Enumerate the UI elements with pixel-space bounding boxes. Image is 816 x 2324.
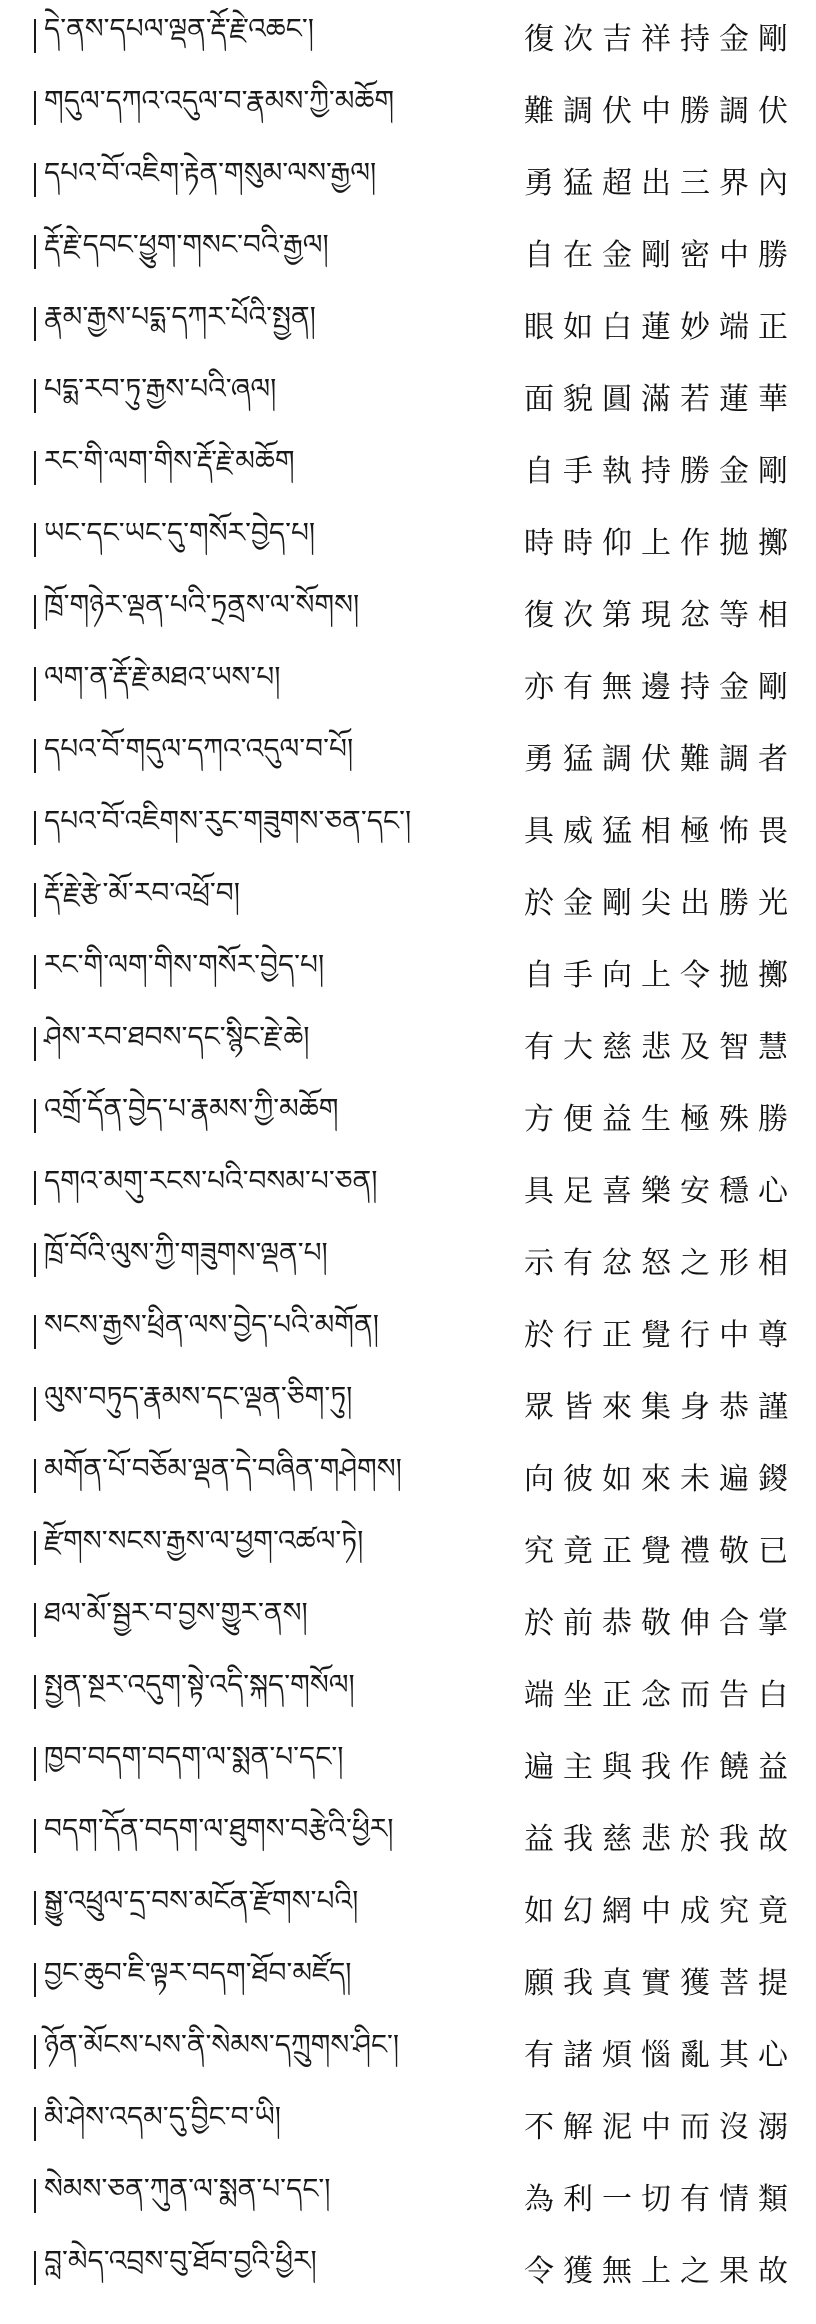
tibetan-verse-line: [34, 1736, 504, 1792]
shad-marker: [34, 91, 36, 125]
shad-marker: [34, 883, 36, 917]
tibetan-verse-line: [34, 2024, 504, 2080]
tibetan-verse-line: [34, 944, 504, 1000]
chinese-verse-line: 時時仰上作拋擲: [524, 526, 797, 561]
tibetan-verse-line: [34, 2168, 504, 2224]
verse-row: [0, 576, 816, 648]
shad-marker: [34, 451, 36, 485]
chinese-verse-line: 有大慈悲及智慧: [524, 1030, 797, 1065]
tibetan-verse-text: ཡང་དང་ཡང་དུ་གསོར་བྱེད་པ།: [44, 515, 316, 549]
tibetan-verse-text: དཔའ་བོ་འཇིག་རྟེན་གསུམ་ལས་རྒྱལ།: [44, 155, 377, 189]
verse-row: [0, 1152, 816, 1224]
verse-row: [0, 360, 816, 432]
tibetan-verse-line: [34, 1304, 504, 1360]
tibetan-verse-line: [34, 440, 504, 496]
shad-marker: [34, 1819, 36, 1853]
shad-marker: [34, 811, 36, 845]
tibetan-verse-text: བདག་དོན་བདག་ལ་ཐུགས་བརྩེའི་ཕྱིར།: [44, 1811, 394, 1845]
tibetan-verse-line: [34, 656, 504, 712]
chinese-verse-line: 不解泥中而沒溺: [524, 2110, 797, 2145]
verse-row: [0, 504, 816, 576]
tibetan-verse-text: འགྲོ་དོན་བྱེད་པ་རྣམས་ཀྱི་མཆོག: [44, 1091, 339, 1125]
chinese-verse-line: 具足喜樂安穩心: [524, 1174, 797, 1209]
shad-marker: [34, 1963, 36, 1997]
chinese-verse-line: 願我真實獲菩提: [524, 1966, 797, 2001]
verse-row: [0, 72, 816, 144]
verse-row: [0, 1584, 816, 1656]
shad-marker: [34, 523, 36, 557]
tibetan-verse-text: དཔའ་བོ་འཇིགས་རུང་གཟུགས་ཅན་དང་།: [44, 803, 412, 837]
chinese-verse-line: 示有忿怒之形相: [524, 1246, 797, 1281]
tibetan-verse-text: མགོན་པོ་བཅོམ་ལྡན་དེ་བཞིན་གཤེགས།: [44, 1451, 402, 1485]
chinese-verse-line: 眾皆來集身恭謹: [524, 1390, 797, 1425]
tibetan-verse-text: རྡོ་རྗེ་རྩེ་མོ་རབ་འཕྲོ་བ།: [44, 875, 240, 909]
tibetan-verse-text: དེ་ནས་དཔལ་ལྡན་རྡོ་རྗེ་འཆང་།: [44, 11, 314, 45]
verse-row: [0, 936, 816, 1008]
tibetan-verse-line: [34, 872, 504, 928]
tibetan-verse-text: དགའ་མགུ་རངས་པའི་བསམ་པ་ཅན།: [44, 1163, 378, 1197]
shad-marker: [34, 1315, 36, 1349]
verse-row: [0, 1800, 816, 1872]
tibetan-verse-line: [34, 296, 504, 352]
tibetan-verse-line: [34, 1160, 504, 1216]
tibetan-verse-text: སྒྱུ་འཕྲུལ་དྲ་བས་མངོན་རྫོགས་པའི།: [44, 1883, 359, 1917]
verse-row: [0, 288, 816, 360]
shad-marker: [34, 1027, 36, 1061]
tibetan-verse-line: [34, 80, 504, 136]
shad-marker: [34, 595, 36, 629]
tibetan-verse-line: [34, 1880, 504, 1936]
shad-marker: [34, 235, 36, 269]
shad-marker: [34, 1387, 36, 1421]
shad-marker: [34, 379, 36, 413]
shad-marker: [34, 2179, 36, 2213]
chinese-verse-line: 於金剛尖出勝光: [524, 886, 797, 921]
chinese-verse-line: 自手執持勝金剛: [524, 454, 797, 489]
chinese-verse-line: 自手向上令拋擲: [524, 958, 797, 993]
shad-marker: [34, 1531, 36, 1565]
tibetan-verse-line: [34, 1448, 504, 1504]
verse-row: [0, 1296, 816, 1368]
verse-row: [0, 1728, 816, 1800]
tibetan-verse-line: [34, 2240, 504, 2296]
verse-row: [0, 648, 816, 720]
verse-row: [0, 1368, 816, 1440]
chinese-verse-line: 如幻網中成究竟: [524, 1894, 797, 1929]
tibetan-verse-line: [34, 1088, 504, 1144]
verse-row: [0, 2160, 816, 2232]
shad-marker: [34, 1675, 36, 1709]
shad-marker: [34, 2035, 36, 2069]
chinese-verse-line: 勇猛調伏難調者: [524, 742, 797, 777]
tibetan-verse-line: [34, 1952, 504, 2008]
verse-row: [0, 1944, 816, 2016]
verse-row: [0, 1656, 816, 1728]
tibetan-verse-line: [34, 1808, 504, 1864]
shad-marker: [34, 955, 36, 989]
tibetan-verse-text: གདུལ་དཀའ་འདུལ་བ་རྣམས་ཀྱི་མཆོག: [44, 83, 395, 117]
verse-row: [0, 792, 816, 864]
tibetan-verse-text: ཁྲོ་བོའི་ལུས་ཀྱི་གཟུགས་ལྡན་པ།: [44, 1235, 328, 1269]
shad-marker: [34, 1099, 36, 1133]
tibetan-verse-line: [34, 152, 504, 208]
shad-marker: [34, 19, 36, 53]
tibetan-verse-line: [34, 584, 504, 640]
chinese-verse-line: 眼如白蓮妙端正: [524, 310, 797, 345]
chinese-verse-line: 自在金剛密中勝: [524, 238, 797, 273]
tibetan-verse-line: [34, 728, 504, 784]
chinese-verse-line: 於行正覺行中尊: [524, 1318, 797, 1353]
tibetan-verse-line: [34, 1592, 504, 1648]
verse-row: [0, 216, 816, 288]
shad-marker: [34, 739, 36, 773]
verse-row: [0, 2016, 816, 2088]
chinese-verse-line: 究竟正覺禮敬已: [524, 1534, 797, 1569]
verse-row: [0, 2232, 816, 2304]
tibetan-verse-line: [34, 512, 504, 568]
tibetan-verse-text: རྫོགས་སངས་རྒྱས་ལ་ཕྱག་འཚལ་ཏེ།: [44, 1523, 364, 1557]
chinese-verse-line: 為利一切有情類: [524, 2182, 797, 2217]
tibetan-verse-text: སངས་རྒྱས་ཕྲིན་ལས་བྱེད་པའི་མགོན།: [44, 1307, 379, 1341]
shad-marker: [34, 163, 36, 197]
shad-marker: [34, 1243, 36, 1277]
shad-marker: [34, 667, 36, 701]
tibetan-verse-line: [34, 224, 504, 280]
chinese-verse-line: 向彼如來未遍鍐: [524, 1462, 797, 1497]
verse-row: [0, 0, 816, 72]
chinese-verse-line: 令獲無上之果故: [524, 2254, 797, 2289]
verse-row: [0, 864, 816, 936]
tibetan-verse-text: རྣམ་རྒྱས་པདྨ་དཀར་པོའི་སྤྱན།: [44, 299, 316, 333]
chinese-verse-line: 益我慈悲於我故: [524, 1822, 797, 1857]
verse-row: [0, 1080, 816, 1152]
tibetan-verse-text: རང་གི་ལག་གིས་རྡོ་རྗེ་མཆོག: [44, 443, 295, 477]
tibetan-verse-text: ཁྱབ་བདག་བདག་ལ་སྨན་པ་དང་།: [44, 1739, 344, 1773]
tibetan-verse-line: [34, 1520, 504, 1576]
tibetan-verse-text: ཐལ་མོ་སྦྱར་བ་བྱས་གྱུར་ནས།: [44, 1595, 308, 1629]
shad-marker: [34, 1603, 36, 1637]
verse-row: [0, 144, 816, 216]
verse-row: [0, 2088, 816, 2160]
shad-marker: [34, 1891, 36, 1925]
verse-row: [0, 1440, 816, 1512]
tibetan-verse-line: [34, 2096, 504, 2152]
verse-row: [0, 1224, 816, 1296]
chinese-verse-line: 有諸煩惱亂其心: [524, 2038, 797, 2073]
chinese-verse-line: 方便益生極殊勝: [524, 1102, 797, 1137]
tibetan-verse-text: པདྨ་རབ་ཏུ་རྒྱས་པའི་ཞལ།: [44, 371, 277, 405]
tibetan-verse-text: ཤེས་རབ་ཐབས་དང་སྙིང་རྗེ་ཆེ།: [44, 1019, 310, 1053]
tibetan-verse-text: བྱང་ཆུབ་ཇི་ལྟར་བདག་ཐོབ་མཛོད།: [44, 1955, 352, 1989]
tibetan-verse-text: དཔའ་བོ་གདུལ་དཀའ་འདུལ་བ་པོ།: [44, 731, 354, 765]
tibetan-verse-line: [34, 8, 504, 64]
chinese-verse-line: 復次吉祥持金剛: [524, 22, 797, 57]
tibetan-verse-line: [34, 368, 504, 424]
chinese-verse-line: 遍主與我作饒益: [524, 1750, 797, 1785]
chinese-verse-line: 面貌圓滿若蓮華: [524, 382, 797, 417]
tibetan-verse-text: རང་གི་ལག་གིས་གསོར་བྱེད་པ།: [44, 947, 325, 981]
tibetan-verse-text: ལུས་བཏུད་རྣམས་དང་ལྡན་ཅིག་ཏུ།: [44, 1379, 353, 1413]
tibetan-verse-line: [34, 1376, 504, 1432]
tibetan-verse-text: རྡོ་རྗེ་དབང་ཕྱུག་གསང་བའི་རྒྱལ།: [44, 227, 329, 261]
tibetan-verse-text: ཉོན་མོངས་པས་ནི་སེམས་དཀྲུགས་ཤིང་།: [44, 2027, 400, 2061]
shad-marker: [34, 2251, 36, 2285]
tibetan-verse-text: སྤྱན་སྔར་འདུག་སྟེ་འདི་སྐད་གསོལ།: [44, 1667, 355, 1701]
verse-row: [0, 720, 816, 792]
tibetan-verse-text: སེམས་ཅན་ཀུན་ལ་སྨན་པ་དང་།: [44, 2171, 331, 2205]
verse-row: [0, 1008, 816, 1080]
shad-marker: [34, 1459, 36, 1493]
chinese-verse-line: 勇猛超出三界內: [524, 166, 797, 201]
verse-row: [0, 1872, 816, 1944]
chinese-verse-line: 於前恭敬伸合掌: [524, 1606, 797, 1641]
verse-row: [0, 1512, 816, 1584]
tibetan-verse-line: [34, 1232, 504, 1288]
tibetan-verse-line: [34, 800, 504, 856]
chinese-verse-line: 亦有無邊持金剛: [524, 670, 797, 705]
chinese-verse-line: 難調伏中勝調伏: [524, 94, 797, 129]
tibetan-verse-text: ཁྲོ་གཉེར་ལྡན་པའི་ཏྲནྲས་ལ་སོགས།: [44, 587, 360, 621]
shad-marker: [34, 307, 36, 341]
shad-marker: [34, 1171, 36, 1205]
shad-marker: [34, 2107, 36, 2141]
tibetan-verse-text: མི་ཤེས་འདམ་དུ་བྱིང་བ་ཡི།: [44, 2099, 282, 2133]
shad-marker: [34, 1747, 36, 1781]
chinese-verse-line: 端坐正念而告白: [524, 1678, 797, 1713]
tibetan-verse-line: [34, 1016, 504, 1072]
tibetan-verse-text: ལག་ན་རྡོ་རྗེ་མཐའ་ཡས་པ།: [44, 659, 281, 693]
verse-row: [0, 432, 816, 504]
chinese-verse-line: 具威猛相極怖畏: [524, 814, 797, 849]
chinese-verse-line: 復次第現忿等相: [524, 598, 797, 633]
tibetan-verse-line: [34, 1664, 504, 1720]
tibetan-verse-text: བླ་མེད་འབྲས་བུ་ཐོབ་བྱའི་ཕྱིར།: [44, 2243, 317, 2277]
